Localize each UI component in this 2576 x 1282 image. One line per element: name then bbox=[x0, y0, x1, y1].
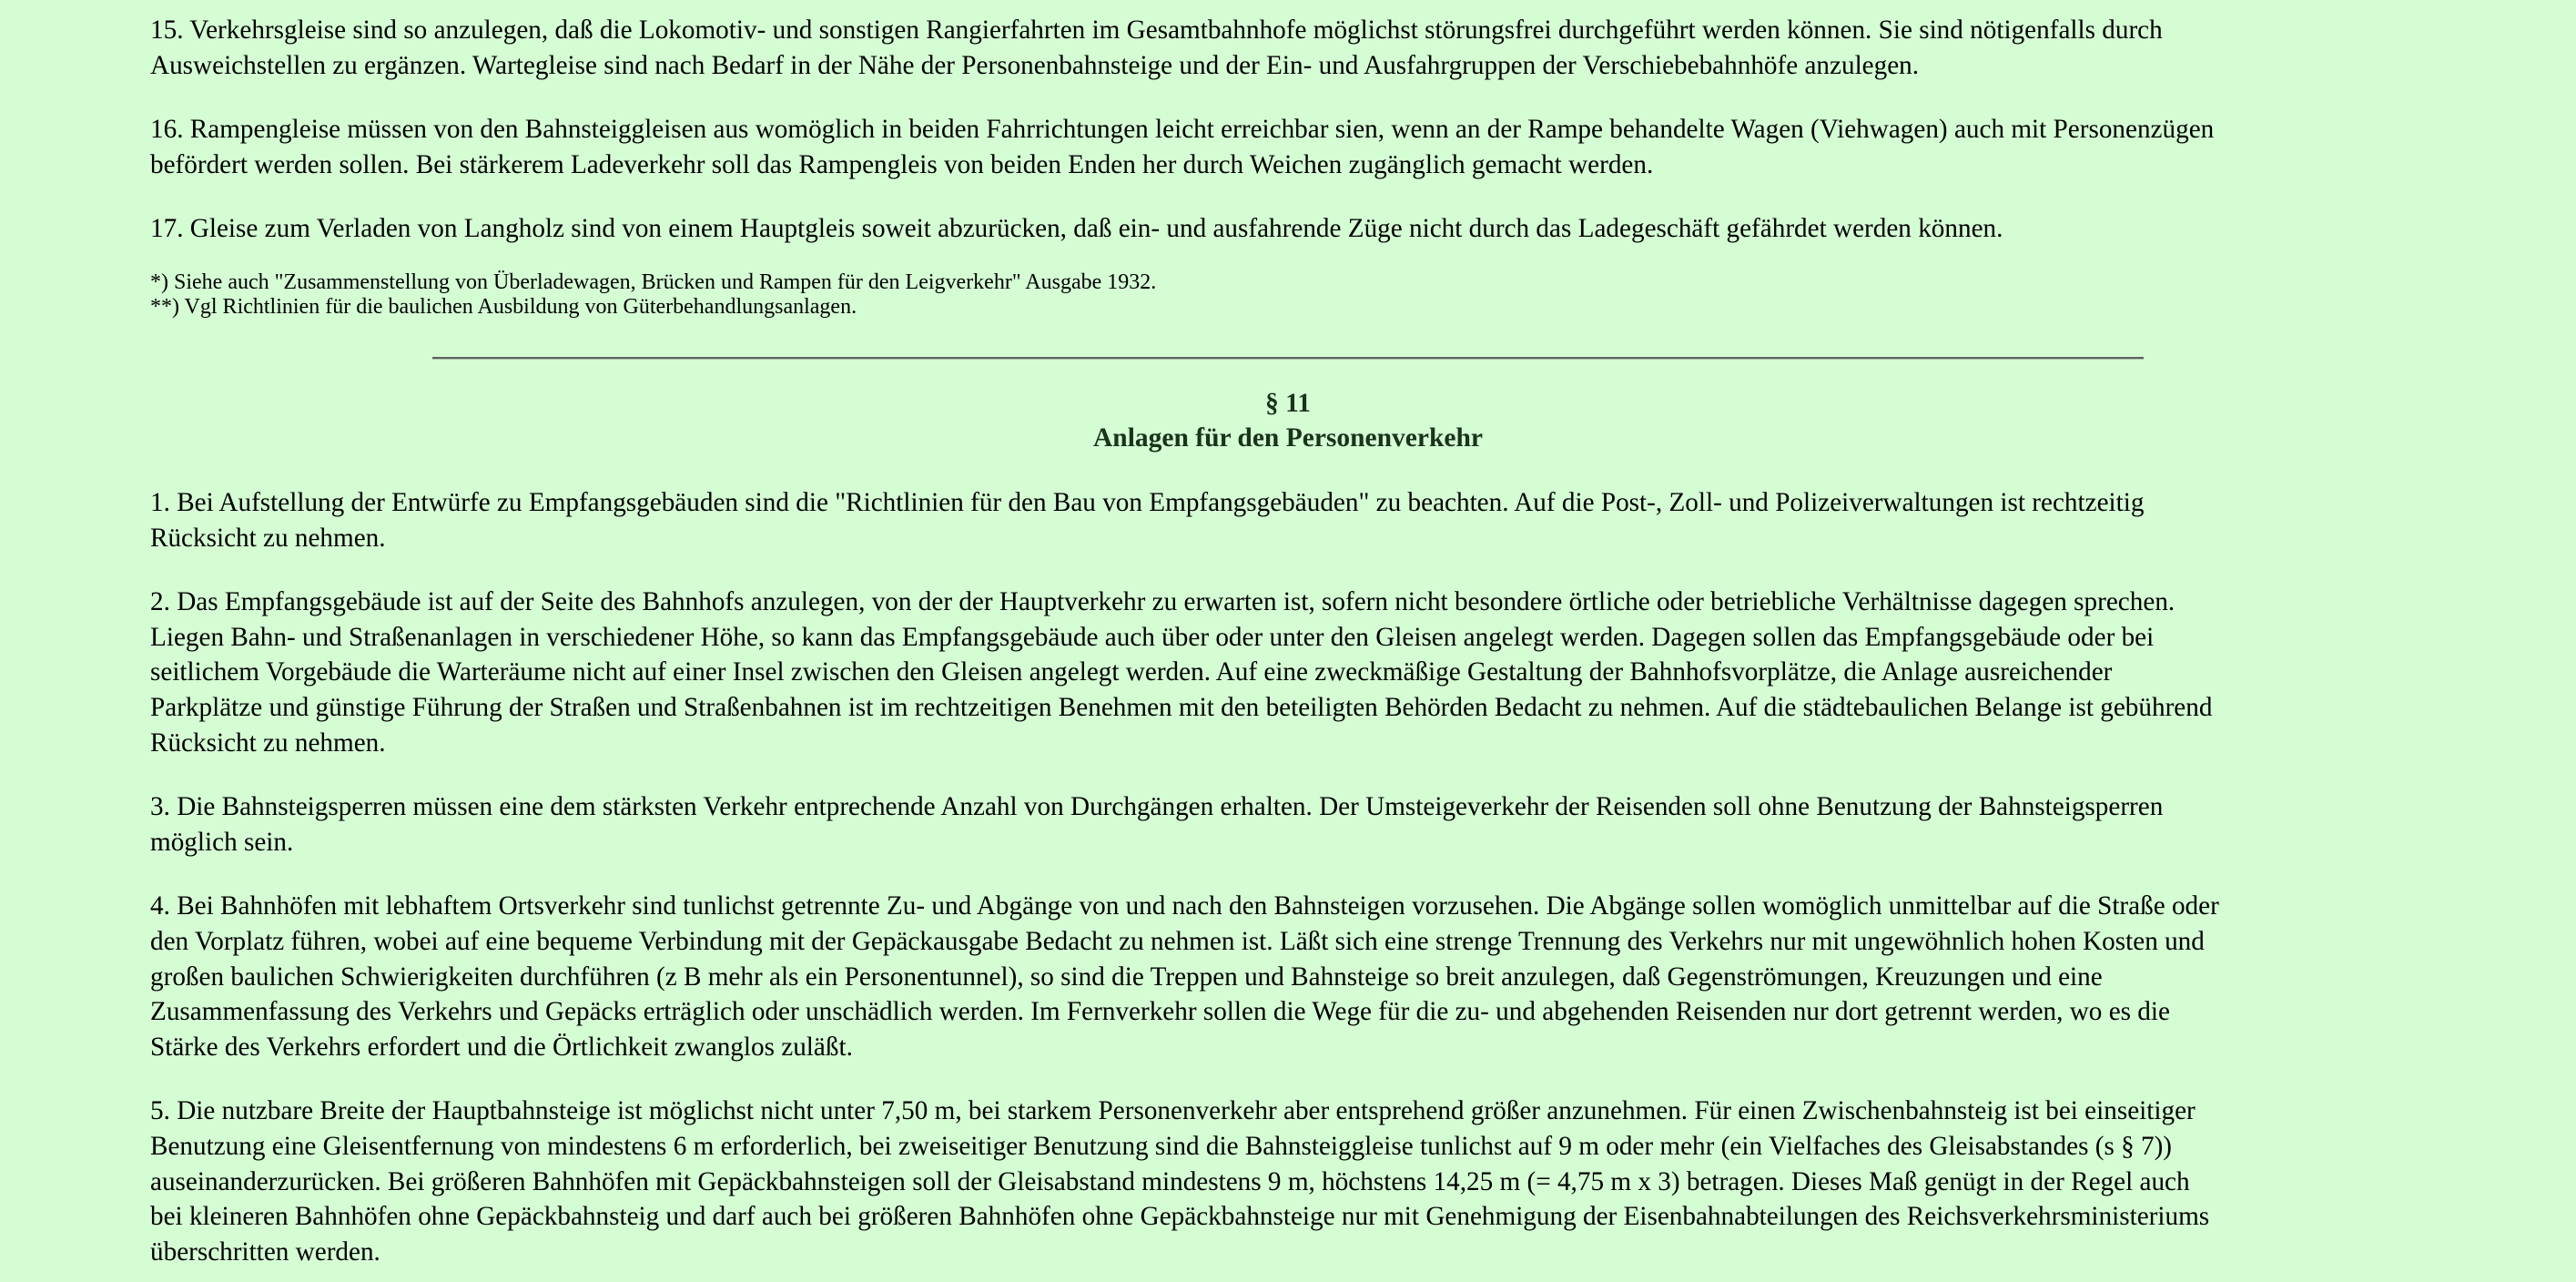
text-line: Rücksicht zu nehmen. bbox=[150, 523, 386, 553]
text-line: möglich sein. bbox=[150, 827, 294, 857]
section-paragraph-3 bbox=[150, 789, 2426, 860]
paragraph-16 bbox=[150, 112, 2426, 182]
text-line: Parkplätze und günstige Führung der Straßen und Straßenbahnen ist im rechtzeitigen Benehmen mit den beteiligten Behörden Bedacht zu nehmen. Auf die städtebaulichen Belange ist gebührend bbox=[150, 692, 2213, 722]
horizontal-divider bbox=[432, 357, 2144, 360]
document-body-section bbox=[150, 485, 2426, 1269]
text-line: Benutzung eine Gleisentfernung von mindestens 6 m erforderlich, bei zweiseitiger Benutzung sind die Bahnsteiggleise tunlichst auf 9 m oder mehr (ein Vielfaches des Gleisabstandes (s § 7)) bbox=[150, 1131, 2173, 1161]
paragraph-15 bbox=[150, 13, 2426, 83]
text-line: Stärke des Verkehrs erfordert und die Örtlichkeit zwanglos zuläßt. bbox=[150, 1032, 853, 1062]
text-line: 1. Bei Aufstellung der Entwürfe zu Empfangsgebäuden sind die "Richtlinien für den Bau von Empfangsgebäuden" zu beachten. Auf die Post-, Zoll- und Polizeiverwaltungen ist rechtzeitig bbox=[150, 488, 2145, 517]
text-line: Liegen Bahn- und Straßenanlagen in verschiedener Höhe, so kann das Empfangsgebäude auch über oder unter den Gleisen angelegt werden. Dagegen sollen das Empfangsgebäude oder bei bbox=[150, 622, 2155, 652]
text-line: seitlichem Vorgebäude die Warteräume nicht auf einer Insel zwischen den Gleisen angelegt werden. Auf eine zweckmäßige Gestaltung der Bahnhofsvorplätze, die Anlage ausreichender bbox=[150, 657, 2113, 687]
paragraph-17 bbox=[150, 211, 2426, 247]
footnotes bbox=[150, 270, 2426, 320]
text-line: bei kleineren Bahnhöfen ohne Gepäckbahnsteig und darf auch bei größeren Bahnhöfen ohne Gepäckbahnsteige nur mit Genehmigung der Eisenbahnabteilungen des Reichsverkehrsministeriums bbox=[150, 1202, 2210, 1232]
document-body-top bbox=[150, 13, 2426, 320]
text-line: auseinanderzurücken. Bei größeren Bahnhöfen mit Gepäckbahnsteigen soll der Gleisabstand mindestens 9 m, höchstens 14,25 m (= 4,75 m x 3) betragen. Dieses Maß genügt in der Regel auch bbox=[150, 1166, 2190, 1196]
text-line: Ausweichstellen zu ergänzen. Wartegleise sind nach Bedarf in der Nähe der Personenbahnsteige und der Ein- und Ausfahrgruppen der Verschiebebahnhöfe anzulegen. bbox=[150, 50, 1920, 80]
text-line: Zusammenfassung des Verkehrs und Gepäcks erträglich oder unschädlich werden. Im Fernverkehr sollen die Wege für die zu- und abgehenden Reisenden nur dort getrennt werden, wo es die bbox=[150, 997, 2170, 1027]
text-line: 16. Rampengleise müssen von den Bahnsteiggleisen aus womöglich in beiden Fahrrichtungen leicht erreichbar sien, wenn an der Rampe behandelte Wagen (Viehwagen) auch mit Personenzügen bbox=[150, 115, 2215, 145]
section-paragraph-1 bbox=[150, 485, 2426, 555]
text-line: 15. Verkehrsgleise sind so anzulegen, daß die Lokomotiv- und sonstigen Rangierfahrten im Gesamtbahnhofe möglichst störungsfrei durchgeführt werden können. Sie sind nötigenfalls durch bbox=[150, 15, 2163, 45]
text-line: Rücksicht zu nehmen. bbox=[150, 727, 386, 758]
section-paragraph-2 bbox=[150, 585, 2426, 760]
section-paragraph-4 bbox=[150, 889, 2426, 1064]
text-line: großen baulichen Schwierigkeiten durchführen (z B mehr als ein Personentunnel), so sind die Treppen und Bahnsteige so breit anzulegen, daß Gegenströmungen, Kreuzungen und eine bbox=[150, 962, 2103, 992]
section-heading bbox=[150, 386, 2426, 455]
section-number: § 11 bbox=[1265, 389, 1311, 418]
footnote-1: *) Siehe auch "Zusammenstellung von Überladewagen, Brücken und Rampen für den Leigverkehr" Ausgabe 1932. bbox=[150, 270, 1157, 294]
text-line: 3. Die Bahnsteigsperren müssen eine dem stärksten Verkehr entprechende Anzahl von Durchgängen erhalten. Der Umsteigeverkehr der Reisenden soll ohne Benutzung der Bahnsteigsperren bbox=[150, 792, 2164, 822]
section-paragraph-5 bbox=[150, 1094, 2426, 1269]
text-line: 2. Das Empfangsgebäude ist auf der Seite des Bahnhofs anzulegen, von der der Hauptverkehr zu erwarten ist, sofern nicht besondere örtliche oder betriebliche Verhältnisse dagegen sprechen. bbox=[150, 587, 2175, 617]
text-line: den Vorplatz führen, wobei auf eine bequeme Verbindung mit der Gepäckausgabe Bedacht zu nehmen ist. Läßt sich eine strenge Trennung des Verkehrs nur mit ungewöhnlich hohen Kosten und bbox=[150, 926, 2205, 956]
text-line: befördert werden sollen. Bei stärkerem Ladeverkehr soll das Rampengleis von beiden Enden her durch Weichen zugänglich gemacht werden. bbox=[150, 149, 1654, 179]
section-title: Anlagen für den Personenverkehr bbox=[1092, 423, 1483, 453]
text-line: 4. Bei Bahnhöfen mit lebhaftem Ortsverkehr sind tunlichst getrennte Zu- und Abgänge von und nach den Bahnsteigen vorzusehen. Die Abgänge sollen womöglich unmittelbar auf die Straße oder bbox=[150, 891, 2219, 921]
text-line: 5. Die nutzbare Breite der Hauptbahnsteige ist möglichst nicht unter 7,50 m, bei starkem Personenverkehr aber entsprehend größer anzunehmen. Für einen Zwischenbahnsteig ist bei einseitiger bbox=[150, 1096, 2196, 1126]
text-line: überschritten werden. bbox=[150, 1236, 380, 1267]
footnote-2: **) Vgl Richtlinien für die baulichen Ausbildung von Güterbehandlungsanlagen. bbox=[150, 295, 857, 320]
text-line: 17. Gleise zum Verladen von Langholz sind von einem Hauptgleis soweit abzurücken, daß ein- und ausfahrende Züge nicht durch das Ladegeschäft gefährdet werden können. bbox=[150, 214, 2003, 244]
